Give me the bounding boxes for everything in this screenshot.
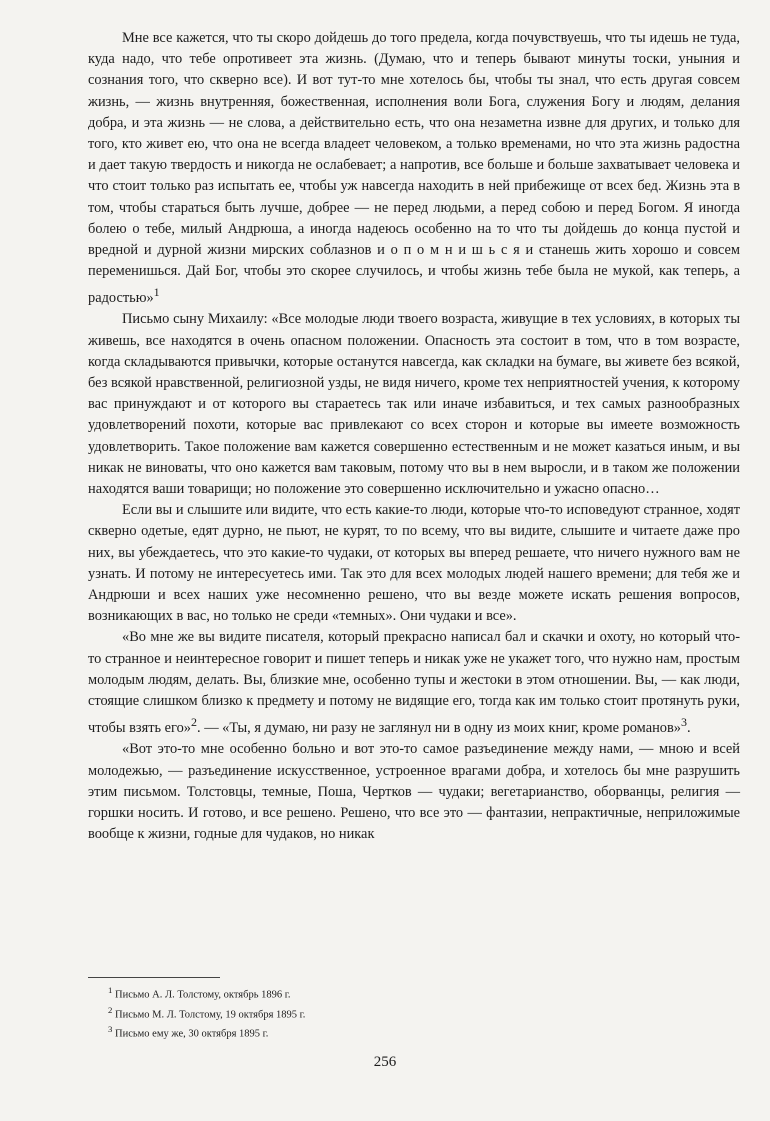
footnote-number: 3: [108, 1024, 113, 1034]
paragraph-1-text: Мне все кажется, что ты скоро дойдешь до того предела, когда почувствуешь, что ты идешь не туда, куда надо, что тебе опротивеет эта жизнь. (Думаю, что и теперь бывают минуты тоски, уныния и сознания того, что скверно все). И вот тут-то мне хотелось бы, чтобы ты знал, что есть другая совсем жизнь, — жизнь внутренняя, божественная, исполнения воли Бога, служения Богу и людям, делания добра, и эта жизнь — не слова, а действительно есть, что она незаметна извне для других, и только для того, кто живет ею, что она не всегда владеет человеком, а только временами, но что эта жизнь радостна и дает такую твердость и никогда не ослабевает; а напротив, все больше и больше захватывает человека и что стоит только раз испытать ее, чтобы уж навсегда находить в ней прибежище от всех бед. Жизнь эта в том, чтобы стараться быть лучше, добрее — не перед людьми, а перед собою и перед Богом. Я иногда болею о тебе, милый Андрюша, а иногда надеюсь особенно на то что ты дойдешь до конца пустой и вредной и дурной жизни мирских соблазнов и о п о м н и ш ь с я и станешь жить хорошо и совсем переменишься. Дай Бог, чтобы это скорее случилось, и чтобы жизнь тебе была не мукой, как теперь, а радостью»: [88, 30, 740, 307]
footnote-divider: [88, 977, 220, 978]
footnotes: [108, 983, 708, 1042]
footnote-2: [108, 1003, 708, 1023]
footnote-ref-1: 1: [153, 285, 160, 300]
paragraph-4-middle: . — «Ты, я думаю, ни разу не заглянул ни в одну из моих книг, кроме романов»: [197, 720, 681, 737]
paragraph-4-text: «Во мне же вы видите писателя, который прекрасно написал бал и скачки и охоту, но который что-то странное и неинтересное говорит и пишет теперь и никак уже не укажет того, что нужно нам, простым молодым людям, делать. Вы, близкие мне, особенно тупы и жестоки в этом отношении. Вы, — как люди, стоящие слишком близко к предмету и потому не видящие его, тогда как им только стоит протянуть руки, чтобы взять его»: [88, 629, 740, 737]
paragraph-4-end: .: [686, 720, 691, 737]
footnote-ref-3: 3: [680, 715, 687, 730]
paragraph-5: «Вот это-то мне особенно больно и вот это-то самое разъединение между нами, — мною и всей молодежью, — разъединение искусственное, устроенное врагами добра, и хотелось бы мне разрушить этим письмом. Толстовцы, темные, Поша, Чертков — чудаки; вегетарианство, оборванцы, религия — горшки носить. И готово, и все решено. Решено, что все это — фантазии, непрактичные, неприложимые вообще к жизни, годные для чудаков, но никак: [88, 741, 740, 843]
main-text: [88, 28, 740, 845]
paragraph-1: [88, 28, 740, 309]
paragraph-2: Письмо сыну Михаилу: «Все молодые люди твоего возраста, живущие в тех условиях, в которых ты живешь, все находятся в очень опасном положении. Опасность эта состоит в том, что в том возрасте, когда складываются привычки, которые останутся навсегда, как складки на бумаге, вы живете без всякой, без всякой нравственной, религиозной узды, не видя ничего, кроме тех неприятностей учения, к которому вас принуждают и от которого вы стараетесь так или иначе избавиться, и тех самых разнообразных удовлетворений похоти, которые вас привлекают со всех сторон и которые вы имеете возможность удовлетворить. Такое положение вам кажется совершенно естественным и не может казаться иным, и вы никак не виноваты, что оно кажется вам таковым, потому что вы в нем выросли, и в таком же положении находятся ваши товарищи; но положение это совершенно исключительно и ужасно опасно…: [88, 311, 740, 498]
footnote-ref-2: 2: [191, 715, 197, 730]
footnote-number: 2: [108, 1004, 113, 1015]
footnote-text: Письмо М. Л. Толстому, 19 октября 1895 г.: [115, 1009, 306, 1020]
footnote-number: 1: [108, 985, 113, 995]
footnote-3: [108, 1022, 708, 1042]
paragraph-4: [88, 627, 740, 739]
footnote-text: Письмо А. Л. Толстому, октябрь 1896 г.: [115, 989, 291, 1001]
page-number: 256: [373, 1054, 397, 1070]
footnote-text: Письмо ему же, 30 октября 1895 г.: [115, 1028, 269, 1040]
paragraph-3: Если вы и слышите или видите, что есть какие-то люди, которые что-то исповедуют странное, ходят скверно одетые, едят дурно, не пьют, не курят, то по всему, что вы видите, слышите и читаете даже про них, вы убеждаетесь, что это какие-то чудаки, от которых вы вперед решаете, что ничего нужного вам не узнать. И потому не интересуетесь ими. Так это для всех молодых людей нашего времени; для тебя же и Андрюши и всех наших уже несомненно решено, что вы везде можете искать решения вопросов, возникающих в вас, но только не среди «темных». Они чудаки и все».: [88, 502, 740, 625]
footnote-1: [108, 983, 708, 1003]
